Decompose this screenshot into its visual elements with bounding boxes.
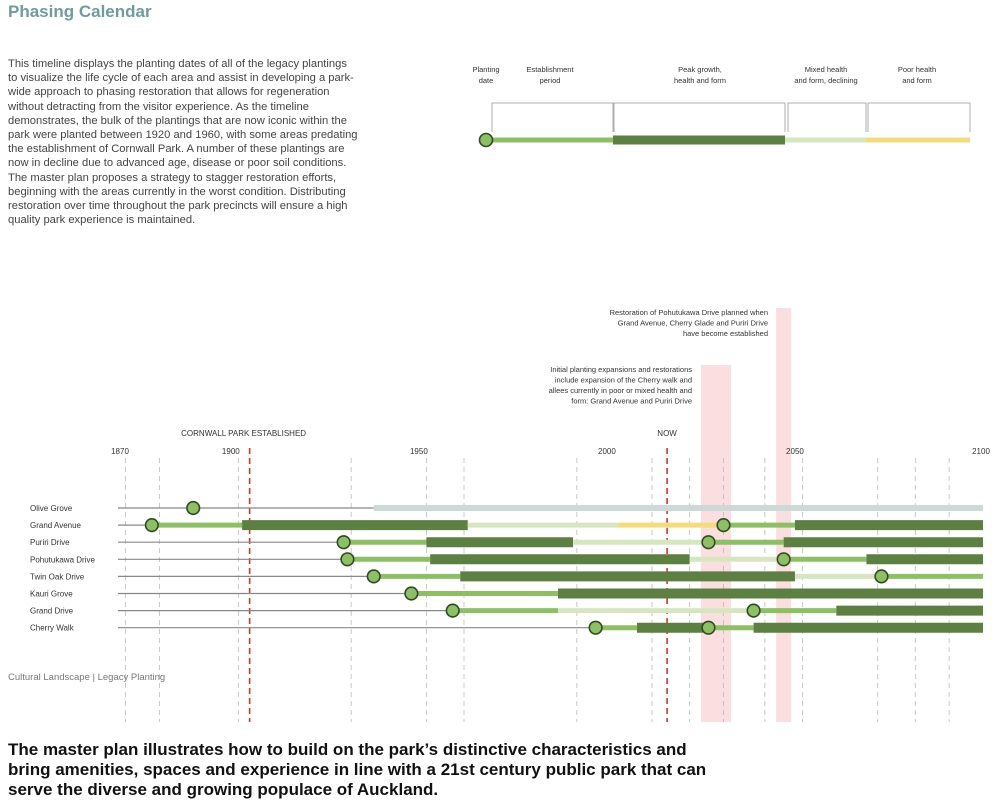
row-label: Cherry Walk xyxy=(30,623,74,633)
planting-marker xyxy=(702,621,715,634)
legend-label-poor-line2: and form xyxy=(902,76,932,85)
legend-label-establishment-line2: period xyxy=(539,76,561,85)
planting-marker xyxy=(717,519,730,532)
planting-marker xyxy=(187,502,200,515)
row-label: Kauri Grove xyxy=(30,589,73,599)
row-label: Pohutukawa Drive xyxy=(30,555,95,565)
row-label: Olive Grove xyxy=(30,504,73,513)
legend-label-peak-line2: health and form xyxy=(673,76,727,85)
row-label: Twin Oak Drive xyxy=(30,572,85,582)
annotation-pohutukawa-line: Grand Avenue, Cherry Glade and Puriri Drive xyxy=(617,318,768,328)
legend-label-mixed: Mixed health xyxy=(804,65,848,74)
planting-marker xyxy=(747,604,760,617)
established-marker-label: CORNWALL PARK ESTABLISHED xyxy=(181,429,307,438)
legend-label-establishment: Establishment xyxy=(526,65,574,74)
annotation-initial-line: Initial planting expansions and restorations xyxy=(550,365,692,374)
intro-paragraph: This timeline displays the planting dates of all of the legacy plantings to visualize the life cycle of each area and assist in developing a park-wide approach to phasing restoration that allows for regeneration without detracting from the visitor experience. As the timeline demonstrates, the bulk of the plantings that are now iconic within the park were planted between 1920 and 1960, with some areas predating the establishment of Cornwall Park. A number of these plantings are now in decline due to advanced age, disease or poor soil conditions. The master plan proposes a strategy to stagger restoration efforts, beginning with the areas currently in the worst condition. Distributing restoration over time throughout the park precincts will ensure a high quality park experience is maintained. xyxy=(8,58,358,227)
planting-marker xyxy=(146,519,159,532)
legend-label-mixed-line2: and form, declining xyxy=(794,76,858,85)
annotation-initial-line: form: Grand Avenue and Puriri Drive xyxy=(571,396,692,406)
legend-label-planting-line2: date xyxy=(478,76,494,85)
annotation-initial-line: include expansion of the Cherry walk and xyxy=(554,375,692,385)
row-label: Puriri Drive xyxy=(30,538,70,548)
planting-marker xyxy=(875,570,888,583)
footer-statement: The master plan illustrates how to build on the park’s distinctive characteristics and bring amenities, spaces and experience in line with a 21st century public park that can serve the diverse and growing populace of Auckland. xyxy=(8,740,707,799)
legend-label-peak: Peak growth, xyxy=(678,65,722,74)
now-marker-label: NOW xyxy=(657,429,677,438)
tick-label-2050: 2050 xyxy=(786,447,804,456)
planting-marker xyxy=(446,604,459,617)
annotation-pohutukawa-line: Restoration of Pohutukawa Drive planned when xyxy=(609,308,768,317)
annotation-initial-line: allees currently in poor or mixed health and xyxy=(548,386,692,395)
annotation-pohutukawa-line: have become established xyxy=(682,329,768,338)
planting-marker xyxy=(337,536,350,549)
planting-marker xyxy=(367,570,380,583)
tick-label-1950: 1950 xyxy=(409,447,428,456)
planting-marker xyxy=(777,553,790,566)
page-title: Phasing Calendar xyxy=(8,2,152,21)
legend-label-poor: Poor health xyxy=(897,65,937,74)
tick-label-1870: 1870 xyxy=(111,447,129,456)
planting-marker xyxy=(702,536,715,549)
planting-marker xyxy=(405,587,418,600)
tick-label-1900: 1900 xyxy=(221,447,240,456)
planting-marker xyxy=(341,553,354,566)
row-label: Grand Drive xyxy=(30,606,74,616)
planting-marker xyxy=(589,621,602,634)
section-caption: Cultural Landscape | Legacy Planting xyxy=(8,672,166,683)
tick-label-2000: 2000 xyxy=(598,447,616,456)
highlight-band-pohutukawa xyxy=(776,308,791,722)
row-label: Grand Avenue xyxy=(30,521,82,531)
tick-label-2100: 2100 xyxy=(972,447,990,456)
legend-label-planting: Planting xyxy=(472,65,500,74)
